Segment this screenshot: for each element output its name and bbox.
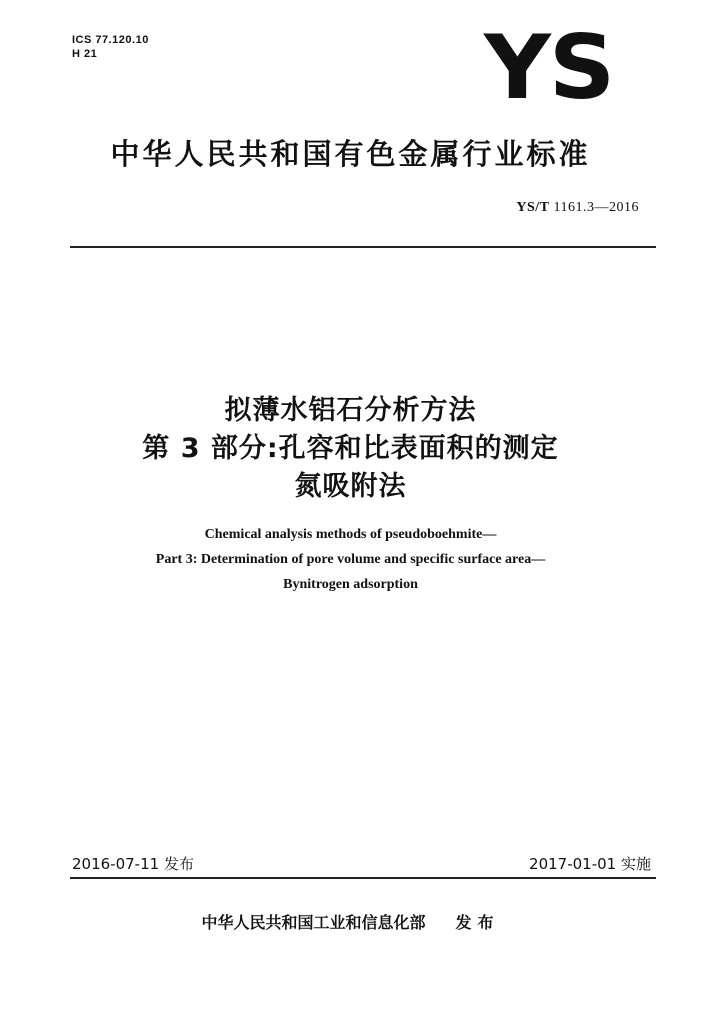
effective-date: 2017-01-01 实施 [529, 855, 651, 873]
ics-code: ICS 77.120.10 [72, 34, 149, 46]
standard-code-prefix: YS/T [516, 200, 550, 215]
title-en-line2: Part 3: Determination of pore volume and specific surface area— [155, 552, 546, 567]
standard-code [516, 200, 639, 216]
issuer [0, 910, 701, 933]
title-cn-line2: 第 3 部分:孔容和比表面积的测定 [142, 433, 559, 464]
title-cn-line1: 拟薄水铝石分析方法 [224, 395, 477, 426]
issue-date: 2016-07-11 发布 [72, 855, 194, 873]
ys-logo: YS [484, 16, 614, 119]
title-en-line3: Bynitrogen adsorption [283, 577, 418, 592]
title-cn-line3: 氮吸附法 [294, 471, 407, 502]
industry-standard-title: 中华人民共和国有色金属行业标准 [110, 137, 591, 171]
standard-code-number: 1161.3—2016 [553, 200, 639, 215]
footer-divider [70, 877, 656, 879]
issuer-name: 中华人民共和国工业和信息化部 [201, 913, 426, 932]
issuer-action: 发布 [455, 913, 500, 932]
header-divider [70, 246, 656, 248]
title-en-line1: Chemical analysis methods of pseudoboehmite— [204, 527, 497, 542]
classification-codes [72, 33, 149, 61]
ccs-code: H 21 [72, 48, 98, 60]
